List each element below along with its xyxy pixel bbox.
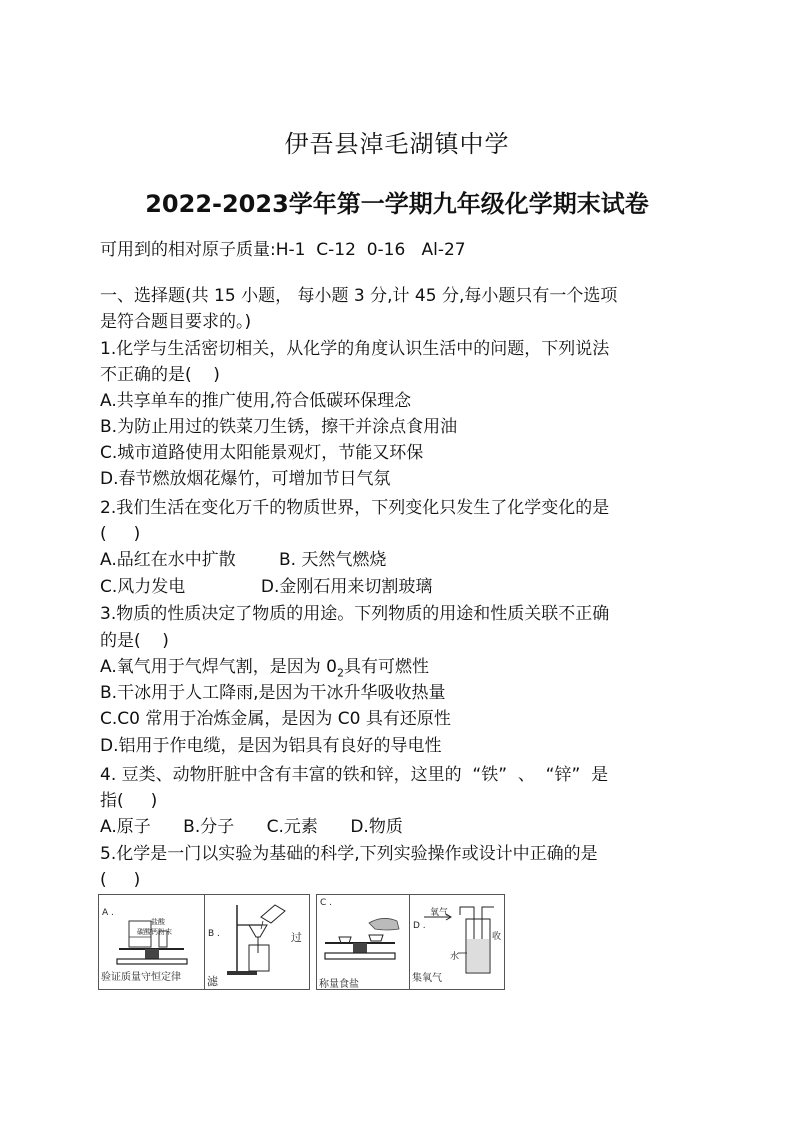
figure-d-caption: 集氧气: [412, 973, 442, 984]
figure-c-letter: C .: [320, 898, 333, 908]
q1-option-b: B.为防止用过的铁菜刀生锈，擦干并涂点食用油: [100, 417, 458, 437]
balance-weighing-salt-illustration: [317, 903, 409, 973]
figure-a: [98, 894, 205, 990]
figure-b: [204, 894, 310, 990]
q2-options-ab: A.品红在水中扩散 B. 天然气燃烧: [100, 550, 387, 570]
figure-a-label-acid: 盐酸: [151, 918, 165, 926]
q5-stem-line2: ( ): [100, 870, 141, 890]
figure-a-caption: 验证质量守恒定律: [101, 972, 181, 983]
q3-option-a-text: A.氧气用于气焊气割，是因为 0: [100, 657, 337, 677]
atomic-masses: 可用到的相对原子质量:H-1 C-12 0-16 Al-27: [100, 240, 466, 260]
q1-option-c: C.城市道路使用太阳能景观灯，节能又环保: [100, 443, 424, 463]
figure-b-label-bottom: 滤: [207, 975, 218, 988]
q4-stem-line2: 指( ): [100, 791, 158, 811]
q2-options-cd: C.风力发电 D.金刚石用来切割玻璃: [100, 577, 433, 597]
q1-option-a: A.共享单车的推广使用,符合低碳环保理念: [100, 391, 412, 411]
figure-b-label-right: 过: [291, 931, 302, 944]
gas-collection-bottle-illustration: [410, 895, 504, 975]
exam-title: 2022-2023学年第一学期九年级化学期末试卷: [145, 190, 649, 218]
q3-option-a-subscript: 2: [336, 666, 344, 680]
q1-stem-line1: 1.化学与生活密切相关，从化学的角度认识生活中的问题，下列说法: [100, 339, 610, 359]
q1-stem-line2: 不正确的是( ): [100, 365, 220, 385]
section-instructions-line2: 是符合题目要求的。): [100, 312, 252, 332]
q2-stem-line2: ( ): [100, 524, 141, 544]
q2-stem-line1: 2.我们生活在变化万千的物质世界，下列变化只发生了化学变化的是: [100, 498, 610, 518]
q3-stem-line1: 3.物质的性质决定了物质的用途。下列物质的用途和性质关联不正确: [100, 604, 610, 624]
q1-option-d: D.春节燃放烟花爆竹，可增加节日气氛: [100, 469, 391, 489]
q5-figures: [98, 894, 506, 990]
q3-option-b: B.干冰用于人工降雨,是因为干冰升华吸收热量: [100, 683, 446, 703]
q5-stem-line1: 5.化学是一门以实验为基础的科学,下列实验操作或设计中正确的是: [100, 844, 598, 864]
q3-stem-line2: 的是( ): [100, 631, 169, 651]
school-name: 伊吾县淖毛湖镇中学: [284, 130, 510, 158]
figure-a-label-caco3: 碳酸钙粉末: [137, 928, 172, 936]
q3-option-c: C.C0 常用于冶炼金属，是因为 C0 具有还原性: [100, 709, 451, 729]
figure-d-letter: D .: [413, 921, 426, 931]
figure-d-label-collect: 收: [492, 932, 502, 942]
q4-options: A.原子 B.分子 C.元素 D.物质: [100, 817, 403, 837]
q3-option-d: D.铝用于作电缆，是因为铝具有良好的导电性: [100, 736, 442, 756]
figure-c: [316, 894, 410, 990]
section-instructions-line1: 一、选择题(共 15 小题， 每小题 3 分,计 45 分,每小题只有一个选项: [100, 286, 618, 306]
figure-b-letter: B .: [208, 929, 220, 939]
figure-d-label-oxygen: 氧气: [430, 908, 449, 918]
balance-with-beaker-illustration: [99, 907, 204, 967]
q3-option-a-tail: 具有可燃性: [343, 657, 429, 677]
filtration-apparatus-illustration: [205, 895, 309, 989]
figure-c-caption: 称量食盐: [319, 979, 359, 990]
figure-a-letter: A .: [102, 908, 114, 918]
figure-d: [409, 894, 505, 990]
figure-d-label-water: 水: [450, 952, 460, 962]
q4-stem-line1: 4. 豆类、动物肝脏中含有丰富的铁和锌，这里的 “铁” 、 “锌” 是: [100, 765, 609, 785]
